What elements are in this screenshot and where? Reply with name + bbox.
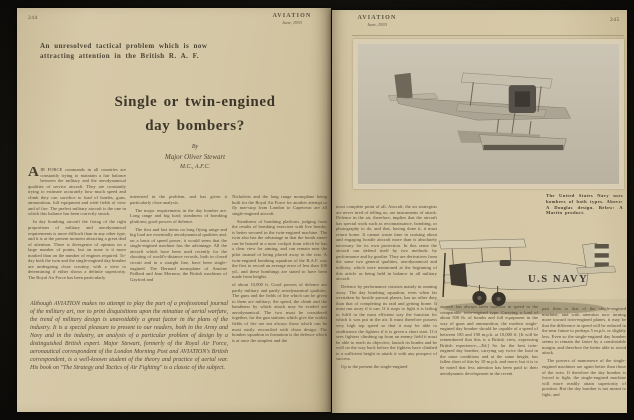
kicker — [40, 42, 225, 61]
right-page — [332, 10, 627, 413]
paragraph: of about 10,000 ft. Good powers of defence are partly military and partly aerodynamical qualities. The guns and the fields of fire which can be given to them are military; the speed, the climb and the handiness by which attack may be evaded are aerodynamical. The two must be considered together, for the gun stations which give the widest fields of fire are not always those which can be most easily reconciled with clean design. The bomber squadron in formation is the defence which is at once the simplest and the — [232, 282, 327, 343]
body-column-2 — [130, 194, 227, 301]
body-column-6 — [542, 306, 626, 406]
paragraph: Up to the present the single-engined — [341, 364, 408, 370]
editor-note: Although AVIATION makes no attempt to play the part of a professional journal of the military art, nor to print disquisitions upon the minutiae of aerial warfare, the trend of military design is unavoidably a great factor in the plans of the industry. It is a special pleasure to present to our readers, both in the Army and Navy and in the industry, an analysis of a particular problem of design by a distinguished British expert. Major Stewart, formerly of the Royal Air Force, aeronautical correspondent of the London Morning Post and AVIATION's British correspondent, is a well-known student of the theory and practice of aerial war. His book on "The Strategy and Tactics of Air Fighting" is a classic of the subject. — [30, 301, 228, 371]
masthead-title: AVIATION — [357, 15, 397, 21]
masthead-title: AVIATION — [272, 13, 312, 19]
paragraph: Nicholetts and the long range monoplane being built for the Royal Air Force for another attempt to fly non-stop from London to Capetown are all single-engined aircraft. — [232, 194, 327, 216]
kicker-line-2: attracting attention in the British R. A. F. — [40, 51, 200, 60]
paragraph: The powers of manoeuvre of the single-engined machines are again better than those of the twin. If therefore the day bomber is forced to fight, the single-engined machine will more readily attain superiority of position. But the day bomber is not meant to fight, and — [542, 358, 626, 397]
body-column-4 — [336, 204, 437, 407]
byline-honors: M.C., A.F.C. — [180, 164, 210, 170]
body-column-1 — [28, 167, 126, 301]
paragraph: most complete point of all. Aircraft, the air strategists are never tired of telling us, are instruments of attack. Defence in the air, therefore, implies that the aircraft has special work such as reconnaissance, bombing, or photography to do, and that, having done it, it must return home. It cannot waste time in cruising about and engaging hostile aircraft more than is absolutely necessary for its own protection. In this sense the aircraft can defend itself by two methods: by performance and by gunfire. They are derivatives from the same two general qualities, aerodynamical and military, which were mentioned at the beginning of this article as being held in balance in all military aircraft. — [336, 204, 437, 282]
paragraph: The major requirements in the day bomber are: Long range and big load; steadiness of bombing platform; good powers of defence. — [130, 207, 227, 224]
title-line-1: Single or twin-engined — [114, 94, 276, 110]
page-number-right: 245 — [610, 17, 620, 23]
drop-cap: A — [28, 167, 39, 180]
title-line-2: day bombers? — [145, 118, 245, 134]
paragraph: past than to that of the single-engined machine, and with attention now turning more toward twin-engined planes, it may be that the difference in speed will be reduced in the near future to perhaps 5 m.p.h. or slightly less. Even so the single-engined day bomber seems to remain the faster by a comfortable margin, and therefore the better able to avoid attack. — [542, 306, 626, 356]
left-page — [17, 8, 331, 412]
article-title — [57, 90, 333, 138]
paragraph: AIR FORCE commands in all countries are constantly trying to maintain a fair balance between the military and the aerodynamical qualities of service aircraft. They are constantly trying to estimate accurately how much speed and climb they can sacrifice to load of bombs, guns, ammunition, full equipment and wide fields of view and of fire. The perfect military aircraft is the one in which this balance has been correctly struck. — [28, 167, 126, 217]
issue-date: June, 1933 — [282, 19, 302, 25]
paragraph: The first and last items on long flying range and big load are essentially aerodynamical qualities and, on a basis of speed power, it would seem that the single-engined machine has the advantage. All the aircraft which have been used recently for the shooting of world's-distance records, both in closed circuit and in a straight line, have been single-engined. The Bernard monoplane of Antoine Paillard and Jean Mermoz, the British machines of Gayford and — [130, 226, 227, 282]
paragraph: Defence by performance consists mainly in running away. The day bombing squadron, even when far overtaken by hostile pursuit planes, has no other duty than that of completing its raid and getting home. It must run away if it can. If it stops to fight it is failing to fulfil in the most efficient way the function for which it was put in the air. It must therefore possess very high top speed so that it may be able to outdistance the fighters if it is given a short start. If it sees fighters climbing up from an enemy field it must be able to reach its objective, launch its bombs and be well on the way back before the fighters have climbed to a sufficient height to attack it with any prospect of success. — [336, 284, 437, 362]
photo-seaplane-frame — [353, 39, 624, 189]
body-column-3 — [232, 194, 327, 400]
page-number-left: 244 — [28, 15, 38, 21]
paragraph: aircraft has always been superior in speed to the comparable twin-engined type. Carrying a load of about 500 lb. of bombs and full equipment in the way of guns and ammunition, the modern single-engined day bomber should be capable of a speed of between 185 and 190 m.p.h. at 10,000 ft. [It will be remembered that this is a British view, expressing British experience.—Ed.] So far the best twin-engined day bomber, carrying say twice the load in the same conditions and at the same height, has fallen short of this by 10 m.p.h. and more; but it is to be noted that less attention has been paid to their aerodynamic development in the recent — [440, 304, 538, 376]
header-rule — [352, 35, 624, 36]
issue-date: June, 1933 — [367, 21, 387, 27]
paragraph: interested in the problem, and has given it particularly close analysis. — [130, 194, 227, 205]
masthead-left — [257, 13, 327, 25]
biplane-silhouette — [439, 239, 616, 306]
byline-author: Major Oliver Stewart — [164, 153, 226, 161]
photo-seaplane — [358, 44, 619, 184]
body-column-5 — [440, 304, 538, 406]
byline-by: By — [191, 144, 199, 150]
masthead-right — [342, 15, 412, 27]
paragraph: Steadiness of bombing platform, judging from the results of bombing exercises with live bombs, is better secured in the twin-engined machine. The twin also has the advantage in that the bomb aimer can be housed in a nose cockpit from which he has a clear view for aiming, and can remain near the pilot instead of being placed away in the rear. A twin-engined bombing squadron of the R.A.F. was the first to record an average error of less than 100 yd., and these bombings are stated to have been made from heights — [232, 218, 327, 280]
paragraph: In day bombing aircraft the fixing of the right proportions of military and aerodynamical requirements is more difficult than in any other type, and it is at the present moment attracting a great deal of attention. There is divergence of opinion on a large number of points, but on none is it more marked than on the number of engines required. To-day both the twin and the single-engined day bomber are undergoing close scrutiny, with a view to determining if either shows a definite superiority. The Royal Air Force has been particularly — [28, 219, 126, 280]
navy-marking: U.S NAVY — [527, 274, 589, 285]
kicker-line-1: An unresolved tactical problem which is now — [40, 42, 208, 50]
photo-caption: The United States Navy uses bombers of both types. Above: A Douglas design. Below: A Martin product. — [546, 193, 623, 216]
